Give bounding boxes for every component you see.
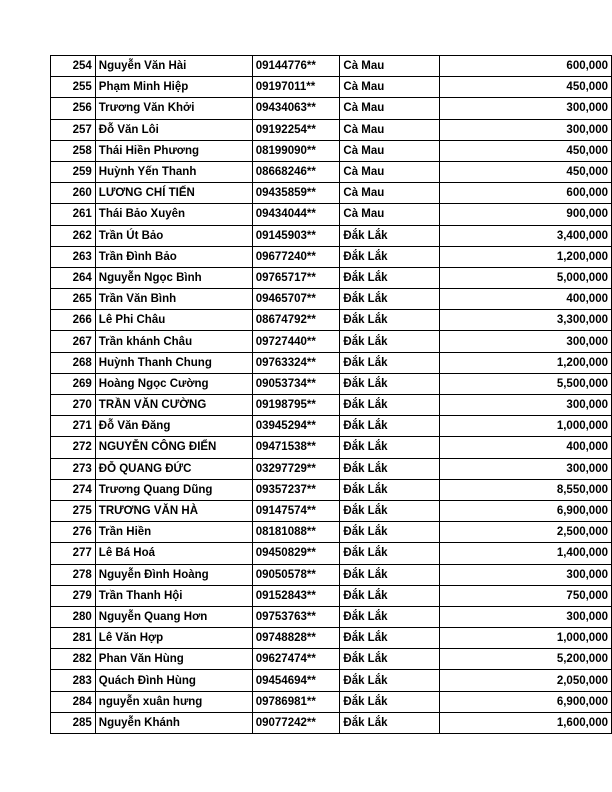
donation-amount: 5,000,000 (440, 267, 612, 288)
phone-number: 09198795** (252, 395, 340, 416)
donor-name: Lê Văn Hợp (95, 628, 252, 649)
province: Đắk Lắk (340, 373, 440, 394)
row-number: 274 (51, 479, 96, 500)
phone-number: 03297729** (252, 458, 340, 479)
row-number: 257 (51, 119, 96, 140)
donor-name: Lê Bá Hoá (95, 543, 252, 564)
donation-amount: 450,000 (440, 140, 612, 161)
province: Đắk Lắk (340, 628, 440, 649)
donor-name: Trần Thanh Hội (95, 585, 252, 606)
donor-name: Nguyễn Văn Hài (95, 56, 252, 77)
donor-name: Trương Văn Khởi (95, 98, 252, 119)
row-number: 270 (51, 395, 96, 416)
donation-amount: 300,000 (440, 331, 612, 352)
table-row (51, 246, 612, 267)
province: Cà Mau (340, 140, 440, 161)
table-row (51, 670, 612, 691)
row-number: 280 (51, 606, 96, 627)
donor-name: NGUYỄN CÔNG ĐIỂN (95, 437, 252, 458)
donation-amount: 300,000 (440, 606, 612, 627)
phone-number: 09145903** (252, 225, 340, 246)
phone-number: 09434063** (252, 98, 340, 119)
table-row (51, 649, 612, 670)
table-row (51, 77, 612, 98)
province: Cà Mau (340, 77, 440, 98)
table-row (51, 289, 612, 310)
row-number: 265 (51, 289, 96, 310)
donor-name: Đỗ Văn Đăng (95, 416, 252, 437)
phone-number: 09677240** (252, 246, 340, 267)
table-row (51, 628, 612, 649)
row-number: 258 (51, 140, 96, 161)
phone-number: 08668246** (252, 161, 340, 182)
donation-amount: 2,050,000 (440, 670, 612, 691)
row-number: 285 (51, 712, 96, 733)
donation-amount: 3,300,000 (440, 310, 612, 331)
row-number: 262 (51, 225, 96, 246)
phone-number: 09357237** (252, 479, 340, 500)
donor-name: Huỳnh Yến Thanh (95, 161, 252, 182)
donation-amount: 300,000 (440, 395, 612, 416)
donor-name: TRẦN VĂN CƯỜNG (95, 395, 252, 416)
donor-name: Trần Út Bảo (95, 225, 252, 246)
table-row (51, 140, 612, 161)
phone-number: 09450829** (252, 543, 340, 564)
row-number: 269 (51, 373, 96, 394)
row-number: 272 (51, 437, 96, 458)
donor-name: Nguyễn Ngọc Bình (95, 267, 252, 288)
table-row (51, 183, 612, 204)
province: Đắk Lắk (340, 712, 440, 733)
phone-number: 09147574** (252, 500, 340, 521)
donor-name: Lê Phi Châu (95, 310, 252, 331)
row-number: 267 (51, 331, 96, 352)
donation-amount: 750,000 (440, 585, 612, 606)
table-row (51, 522, 612, 543)
province: Đắk Lắk (340, 289, 440, 310)
table-row (51, 56, 612, 77)
phone-number: 09454694** (252, 670, 340, 691)
table-row (51, 395, 612, 416)
row-number: 276 (51, 522, 96, 543)
province: Đắk Lắk (340, 437, 440, 458)
table-row (51, 119, 612, 140)
phone-number: 09053734** (252, 373, 340, 394)
province: Đắk Lắk (340, 458, 440, 479)
donation-amount: 8,550,000 (440, 479, 612, 500)
table-row (51, 204, 612, 225)
province: Đắk Lắk (340, 416, 440, 437)
province: Đắk Lắk (340, 585, 440, 606)
donation-amount: 1,000,000 (440, 628, 612, 649)
table-row (51, 331, 612, 352)
donor-name: LƯƠNG CHÍ TIẾN (95, 183, 252, 204)
donation-amount: 300,000 (440, 98, 612, 119)
row-number: 277 (51, 543, 96, 564)
table-row (51, 373, 612, 394)
phone-number: 09765717** (252, 267, 340, 288)
donor-table (50, 55, 612, 734)
donation-amount: 400,000 (440, 437, 612, 458)
row-number: 268 (51, 352, 96, 373)
donation-amount: 400,000 (440, 289, 612, 310)
row-number: 256 (51, 98, 96, 119)
donor-name: TRƯƠNG VĂN HÀ (95, 500, 252, 521)
table-row (51, 543, 612, 564)
province: Cà Mau (340, 119, 440, 140)
table-row (51, 500, 612, 521)
donor-name: Nguyễn Quang Hơn (95, 606, 252, 627)
donor-name: Phạm Minh Hiệp (95, 77, 252, 98)
province: Đắk Lắk (340, 670, 440, 691)
phone-number: 03945294** (252, 416, 340, 437)
province: Đắk Lắk (340, 267, 440, 288)
phone-number: 09627474** (252, 649, 340, 670)
donation-amount: 450,000 (440, 77, 612, 98)
table-row (51, 606, 612, 627)
donor-name: Nguyễn Khánh (95, 712, 252, 733)
row-number: 281 (51, 628, 96, 649)
donor-name: Thái Bảo Xuyên (95, 204, 252, 225)
donation-amount: 3,400,000 (440, 225, 612, 246)
table-row (51, 352, 612, 373)
province: Cà Mau (340, 161, 440, 182)
province: Đắk Lắk (340, 479, 440, 500)
donation-amount: 5,200,000 (440, 649, 612, 670)
province: Cà Mau (340, 183, 440, 204)
row-number: 273 (51, 458, 96, 479)
phone-number: 08674792** (252, 310, 340, 331)
province: Đắk Lắk (340, 225, 440, 246)
donor-name: Trương Quang Dũng (95, 479, 252, 500)
province: Đắk Lắk (340, 543, 440, 564)
phone-number: 09727440** (252, 331, 340, 352)
donation-amount: 6,900,000 (440, 691, 612, 712)
table-row (51, 585, 612, 606)
row-number: 260 (51, 183, 96, 204)
donation-amount: 600,000 (440, 56, 612, 77)
phone-number: 09471538** (252, 437, 340, 458)
donor-name: nguyễn xuân hưng (95, 691, 252, 712)
donation-amount: 300,000 (440, 564, 612, 585)
donation-amount: 1,200,000 (440, 246, 612, 267)
donor-name: Huỳnh Thanh Chung (95, 352, 252, 373)
row-number: 271 (51, 416, 96, 437)
phone-number: 09192254** (252, 119, 340, 140)
phone-number: 08199090** (252, 140, 340, 161)
province: Cà Mau (340, 56, 440, 77)
row-number: 263 (51, 246, 96, 267)
donation-amount: 300,000 (440, 119, 612, 140)
row-number: 266 (51, 310, 96, 331)
province: Đắk Lắk (340, 691, 440, 712)
phone-number: 09197011** (252, 77, 340, 98)
province: Đắk Lắk (340, 522, 440, 543)
province: Đắk Lắk (340, 649, 440, 670)
province: Đắk Lắk (340, 310, 440, 331)
province: Đắk Lắk (340, 500, 440, 521)
province: Đắk Lắk (340, 352, 440, 373)
donor-name: Phan Văn Hùng (95, 649, 252, 670)
table-row (51, 458, 612, 479)
table-row (51, 310, 612, 331)
donation-amount: 900,000 (440, 204, 612, 225)
donation-amount: 600,000 (440, 183, 612, 204)
row-number: 284 (51, 691, 96, 712)
table-row (51, 98, 612, 119)
row-number: 259 (51, 161, 96, 182)
donor-name: ĐỖ QUANG ĐỨC (95, 458, 252, 479)
province: Đắk Lắk (340, 395, 440, 416)
donation-amount: 1,000,000 (440, 416, 612, 437)
donation-amount: 1,200,000 (440, 352, 612, 373)
table-row (51, 437, 612, 458)
donor-name: Trần Văn Bình (95, 289, 252, 310)
donor-name: Trần Đình Bảo (95, 246, 252, 267)
donor-name: Trần Hiền (95, 522, 252, 543)
row-number: 255 (51, 77, 96, 98)
row-number: 261 (51, 204, 96, 225)
province: Cà Mau (340, 98, 440, 119)
row-number: 283 (51, 670, 96, 691)
phone-number: 09077242** (252, 712, 340, 733)
table-row (51, 479, 612, 500)
province: Đắk Lắk (340, 606, 440, 627)
province: Cà Mau (340, 204, 440, 225)
table-row (51, 564, 612, 585)
table-body (51, 56, 612, 734)
province: Đắk Lắk (340, 331, 440, 352)
table-row (51, 161, 612, 182)
phone-number: 09434044** (252, 204, 340, 225)
row-number: 275 (51, 500, 96, 521)
province: Đắk Lắk (340, 246, 440, 267)
donor-name: Quách Đình Hùng (95, 670, 252, 691)
donor-name: Trần khánh Châu (95, 331, 252, 352)
row-number: 264 (51, 267, 96, 288)
phone-number: 09786981** (252, 691, 340, 712)
donation-amount: 2,500,000 (440, 522, 612, 543)
donor-name: Hoàng Ngọc Cường (95, 373, 252, 394)
table-row (51, 691, 612, 712)
row-number: 282 (51, 649, 96, 670)
phone-number: 09753763** (252, 606, 340, 627)
table-row (51, 225, 612, 246)
phone-number: 09152843** (252, 585, 340, 606)
phone-number: 09763324** (252, 352, 340, 373)
province: Đắk Lắk (340, 564, 440, 585)
phone-number: 09748828** (252, 628, 340, 649)
donation-amount: 5,500,000 (440, 373, 612, 394)
donation-amount: 450,000 (440, 161, 612, 182)
table-row (51, 267, 612, 288)
donation-amount: 6,900,000 (440, 500, 612, 521)
phone-number: 09144776** (252, 56, 340, 77)
phone-number: 08181088** (252, 522, 340, 543)
table-row (51, 416, 612, 437)
table-row (51, 712, 612, 733)
phone-number: 09435859** (252, 183, 340, 204)
row-number: 279 (51, 585, 96, 606)
row-number: 254 (51, 56, 96, 77)
donation-amount: 1,600,000 (440, 712, 612, 733)
donor-name: Thái Hiền Phương (95, 140, 252, 161)
donor-name: Đỗ Văn Lôi (95, 119, 252, 140)
donor-name: Nguyễn Đình Hoàng (95, 564, 252, 585)
donation-amount: 1,400,000 (440, 543, 612, 564)
row-number: 278 (51, 564, 96, 585)
phone-number: 09465707** (252, 289, 340, 310)
donation-amount: 300,000 (440, 458, 612, 479)
phone-number: 09050578** (252, 564, 340, 585)
